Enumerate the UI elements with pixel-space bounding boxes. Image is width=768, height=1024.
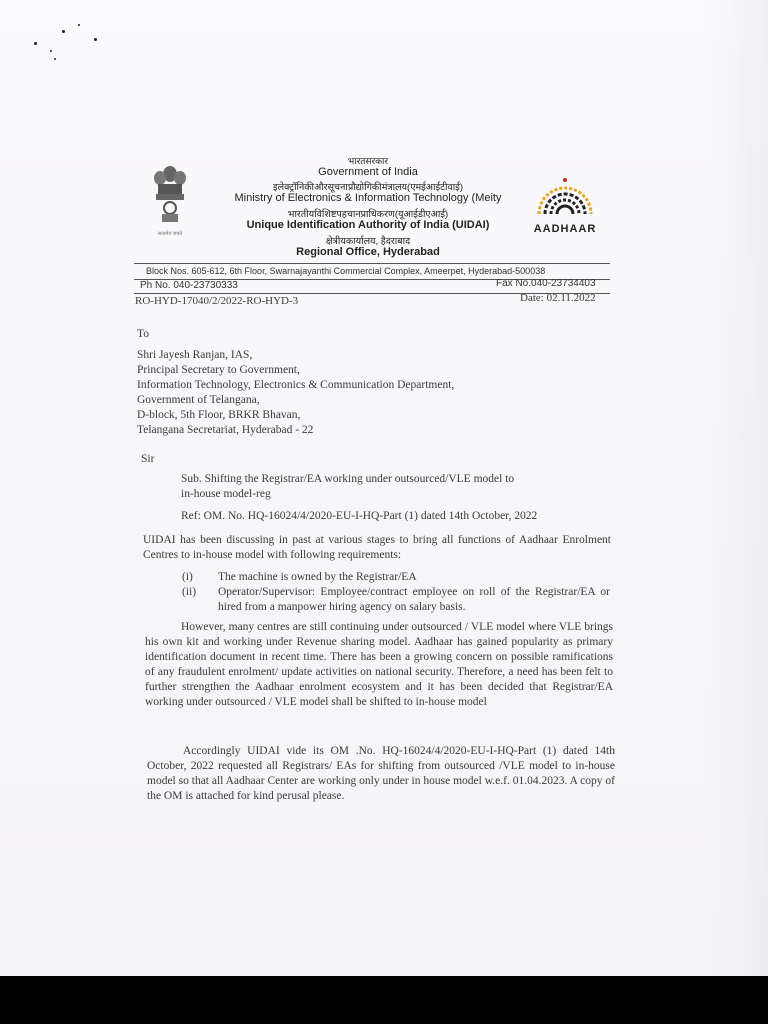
recipient-line: Government of Telangana, xyxy=(137,394,260,406)
list-item-number: (i) xyxy=(182,571,193,583)
scan-speck xyxy=(94,38,97,41)
header-fax: Fax No.040-23734403 xyxy=(496,278,596,289)
aadhaar-label: AADHAAR xyxy=(533,223,597,235)
header-ministry: Ministry of Electronics & Information Technology (Meity xyxy=(234,192,502,204)
subject-line: in-house model-reg xyxy=(181,488,271,500)
header-address: Block Nos. 605-612, 6th Floor, Swarnajayanthi Commercial Complex, Ameerpet, Hyderabad-500038 xyxy=(146,266,546,276)
header-hindi-govt: भारतसरकार xyxy=(347,156,389,166)
subject-line: Sub. Shifting the Registrar/EA working under outsourced/VLE model to xyxy=(181,473,515,485)
header-phone: Ph No. 040-23730333 xyxy=(140,280,238,291)
recipient-line: Principal Secretary to Government, xyxy=(137,364,300,376)
scan-speck xyxy=(62,30,65,33)
scan-speck xyxy=(34,42,37,45)
recipient-line: D-block, 5th Floor, BRKR Bhavan, xyxy=(137,409,301,421)
scan-speck xyxy=(78,24,80,26)
paragraph-om: Accordingly UIDAI vide its OM .No. HQ-16024/4/2020-EU-I-HQ-Part (1) dated 14th October, 2022 requested all Registrars/ EAs for shifting from outsourced /VLE model to in-house model so that all Aadhaar Center are working only under in house model w.e.f. 01.04.2023. A copy of the OM is attached for kind perusal please. xyxy=(147,745,615,802)
list-item-text: Operator/Supervisor: Employee/contract employee on roll of the Registrar/EA or hired from a manpower hiring agency on salary basis. xyxy=(218,586,610,613)
ref-number: RO-HYD-17040/2/2022-RO-HYD-3 xyxy=(135,295,299,307)
to-label: To xyxy=(137,328,149,340)
header-govt: Government of India xyxy=(318,166,418,178)
scan-speck xyxy=(54,58,56,60)
paragraph-intro: UIDAI has been discussing in past at various stages to bring all functions of Aadhaar Enrolment Centres to in-house model with following requirements: xyxy=(143,534,611,561)
salutation: Sir xyxy=(141,453,155,465)
recipient-line: Telangana Secretariat, Hyderabad - 22 xyxy=(137,424,314,436)
emblem-caption: सत्यमेव जयते xyxy=(157,231,183,237)
list-item-number: (ii) xyxy=(182,586,197,598)
header-authority: Unique Identification Authority of India (UIDAI) xyxy=(246,219,490,231)
recipient-line: Information Technology, Electronics & Communication Department, xyxy=(137,379,455,391)
header-office: Regional Office, Hyderabad xyxy=(296,246,440,258)
recipient-line: Shri Jayesh Ranjan, IAS, xyxy=(137,349,253,361)
header-hindi-office: क्षेत्रीयकार्यालय, हैदराबाद xyxy=(325,236,411,247)
header-hindi-ministry: इलेक्ट्रॉनिकीऔरसूचनाप्रौद्योगिकीमंत्रालय(एमईआईटीवाई) xyxy=(273,182,463,193)
header-hindi-authority: भारतीयविशिष्टपहचानप्राधिकरण(यूआईडीएआई) xyxy=(287,209,449,220)
reference-line: Ref: OM. No. HQ-16024/4/2020-EU-I-HQ-Part (1) dated 14th October, 2022 xyxy=(181,510,538,522)
list-item-text: The machine is owned by the Registrar/EA xyxy=(218,571,417,583)
paragraph-concern: However, many centres are still continuing under outsourced / VLE model where VLE brings his own kit and working under Revenue sharing model. Aadhaar has gained popularity as primary identification document in recent time. There has been a growing concern on possible ramifications of any fraudulent enrolment/ update activities on national security. Therefore, a need has been felt to further strengthen the Aadhaar enrolment ecosystem and it has been decided that Registrar/EA working under outsourced / VLE model shall be shifted to in-house model xyxy=(145,621,613,708)
letter-date: Date: 02.11.2022 xyxy=(520,292,596,304)
scan-speck xyxy=(50,50,52,52)
header-rule-top xyxy=(134,263,610,264)
